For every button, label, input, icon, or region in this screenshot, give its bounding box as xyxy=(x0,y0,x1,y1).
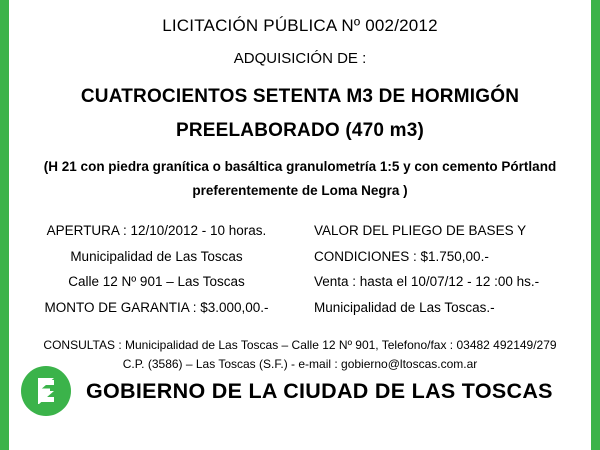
item-spec-line-1: (H 21 con piedra granítica o basáltica granulometría 1:5 y con cemento Pórtland xyxy=(43,159,557,174)
details-right-column xyxy=(300,218,581,320)
right-accent-bar xyxy=(591,0,600,450)
contact-line-2: C.P. (3586) – Las Toscas (S.F.) - e-mail : gobierno@ltoscas.com.ar xyxy=(122,356,478,371)
acquisition-label: ADQUISICIÓN DE : xyxy=(233,50,367,67)
detail-row: APERTURA : 12/10/2012 - 10 horas. xyxy=(46,223,267,238)
item-description-line-2: PREELABORADO (470 m3) xyxy=(175,120,425,141)
item-spec-line-2: preferentemente de Loma Negra ) xyxy=(192,183,408,198)
contact-line-1: CONSULTAS : Municipalidad de Las Toscas – Calle 12 Nº 901, Telefono/fax : 03482 492149/279 xyxy=(43,338,557,352)
detail-row: CONDICIONES : $1.750,00.- xyxy=(314,248,489,264)
organization-name: GOBIERNO DE LA CIUDAD DE LAS TOSCAS xyxy=(86,378,553,403)
item-description-line-1: CUATROCIENTOS SETENTA M3 DE HORMIGÓN xyxy=(80,86,520,107)
left-accent-bar xyxy=(0,0,9,450)
detail-row: Venta : hasta el 10/07/12 - 12 :00 hs.- xyxy=(314,274,540,289)
detail-row: Calle 12 Nº 901 – Las Toscas xyxy=(68,274,245,289)
details-columns xyxy=(19,218,581,320)
details-left-column xyxy=(19,218,300,320)
page-title: LICITACIÓN PÚBLICA Nº 002/2012 xyxy=(162,16,438,35)
detail-row: Municipalidad de Las Toscas xyxy=(70,248,243,264)
gobierno-logo-icon xyxy=(20,365,72,417)
detail-row: Municipalidad de Las Toscas.- xyxy=(314,299,495,315)
detail-row: MONTO DE GARANTIA : $3.000,00.- xyxy=(44,299,269,315)
detail-row: VALOR DEL PLIEGO DE BASES Y xyxy=(314,223,527,238)
footer xyxy=(20,365,586,417)
